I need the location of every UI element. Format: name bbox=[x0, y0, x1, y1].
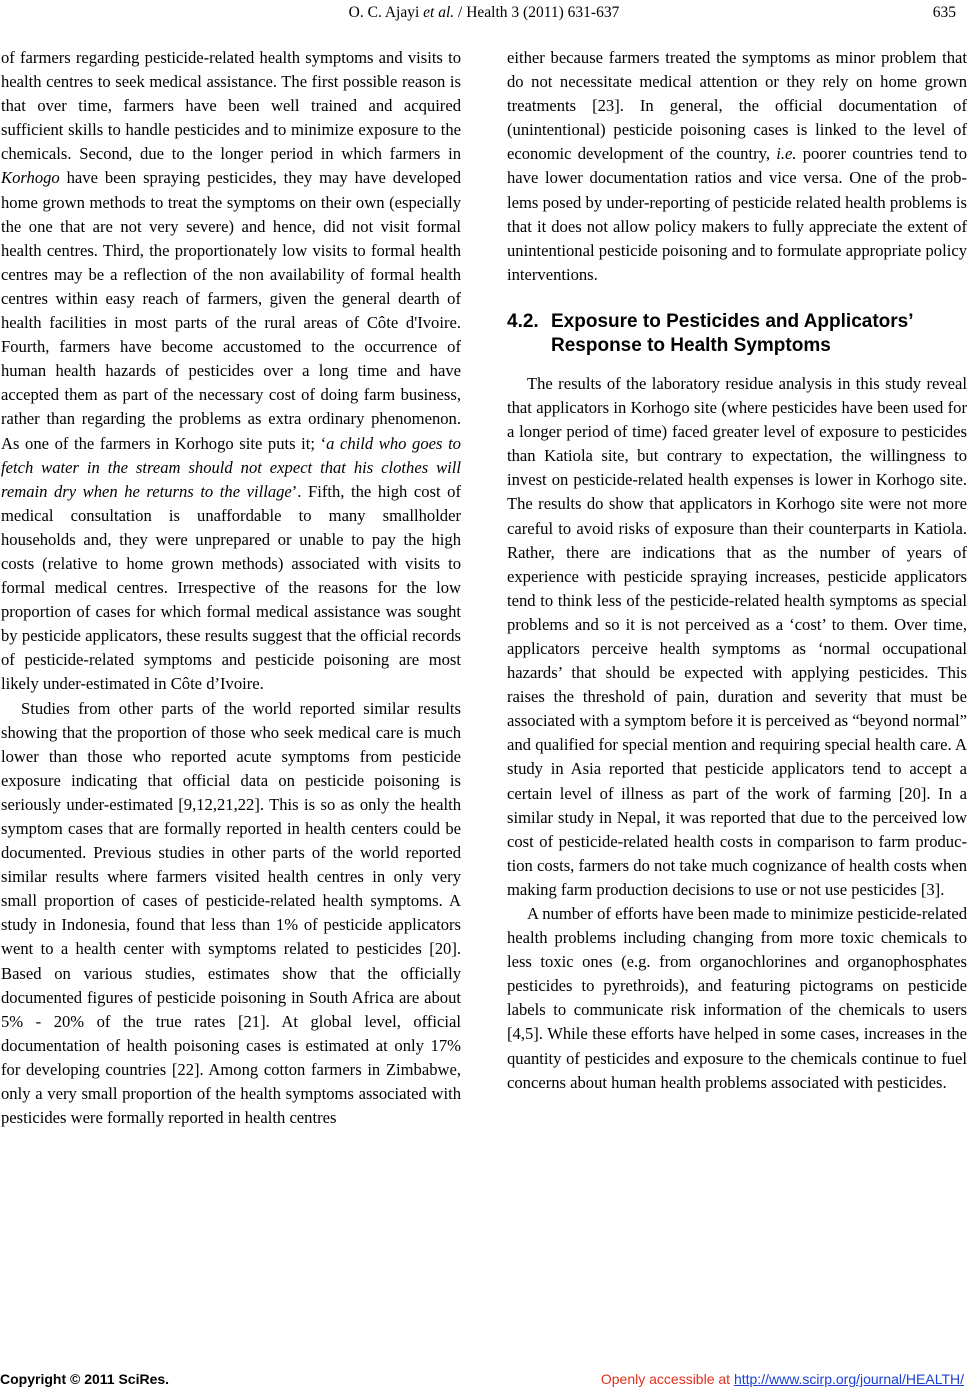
italic-abbreviation: i.e. bbox=[776, 144, 797, 164]
page-footer bbox=[0, 1370, 968, 1389]
paragraph-continued bbox=[507, 46, 967, 287]
text-run: poorer countries tend to have lower documentation ratios and vice versa. One of the problems posed by under-reporting of pesticide related health problems is that it does not allow policy makers to fully appreciate the extent of unintentional pesticide poisoning and to formulate appropriate policy interventions. bbox=[507, 144, 967, 284]
text-run: have been spraying pesticides, they may have developed home grown methods to treat the symptoms on their own (especially the one that are not very severe) and hence, did not visit formal health centres. Third, the proportionately low visits to formal health centres may be a reflection of the non availability of formal health centres within easy reach of farmers, given the general dearth of health facilities in most parts of the rural areas of Côte d'Ivoire. Fourth, farmers have become accustomed to the occurrence of human health hazards of pesticides over a long time and have accepted them as part of the necessary cost of doing farm business, rather than regarding the problems as extra ordinary phenomenon. As one of the farmers in Korhogo site puts it; ‘ bbox=[1, 168, 461, 453]
paragraph: Studies from other parts of the world reported similar results showing that the proportion of those who seek medical care is much lower than those who reported acute symptoms from pesticide exposure indicating that official data on pesticide poisoning is seriously under-estimated [9,12,21,22]. This is so as only the health symptom cases that are formally reported in health centers could be documented. Previous studies in other parts of the world reported similar results where farmers visited health centres in only very small proportion of cases of pesticide-related health symptoms. A study in Indonesia, found that less than 1% of pesticide applicators went to a health center with symptoms related to pesticides [20]. Based on various studies, estimates show that the officially documented figures of pesticide poisoning in South Africa are about 5% - 20% of the true rates [21]. At global level, official documentation of health poisoning cases is estimated at only 17% for developing countries [22]. Among cotton farmers in Zimbabwe, only a very small proportion of the health symptoms associated with pesticides were formally reported in health centres bbox=[1, 698, 461, 1128]
left-column bbox=[1, 46, 461, 1130]
section-number: 4.2. bbox=[507, 310, 539, 332]
italic-quote: a child who goes to fetch water in the stream should not expect that his clothes will remain dry when he returns to the village bbox=[1, 433, 461, 501]
italic-place-name: Korhogo bbox=[1, 168, 60, 188]
text-run: ’. Fifth, the high cost of medical consultation is unaffordable to many smallholder households and, they were unprepared or unable to pay the high costs (relative to home grown methods) associated with visits to formal medical centres. Irrespective of the reasons for the low proportion of cases for which formal medical assistance was sought by pesticide applicators, these results suggest that the official records of pesticide-related symptoms and pesticide poisoning are most likely under-estimated in Côte d’Ivoire. bbox=[1, 481, 461, 694]
paragraph: The results of the laboratory residue analysis in this study reveal that applicators in Korhogo site (where pesticides have been used for a longer period of time) faced greater level of exposure to pesticides than Katiola site, but contrary to expectation, the willingness to invest on pesticide-related health expenses is lower in Korhogo site. The results do show that applicators in Korhogo site were not more careful to avoid risks of exposure than their counterparts in Katiola. Rather, there are indications that as the number of years of experience with pesticide spraying increases, pesticide applicators tend to think less of the pesticide-related health symptoms as special problems and so it is not perceived as a ‘cost’ to them. Over time, applicators perceive health symptoms as ‘normal occupational hazards’ that should be expected with applying pesticides. This raises the threshold of pain, duration and severity that must be associated with a symptom before it is perceived as “beyond normal” and qualified for special mention and requiring special health care. A study in Asia reported that pesticide applicators tend to accept a certain level of illness as part of the work of farming [20]. In a similar study in Nepal, it was reported that due to the perceived low cost of pesticide-related health costs in comparison to farm production costs, farmers do not take much cognizance of health costs when making farm production decisions to use or not use pesticides [3]. bbox=[507, 373, 967, 899]
text-run: of farmers regarding pesticide-related health symptoms and visits to health centres to seek medical assistance. The first possible reason is that over time, farmers have been well trained and acquired sufficient skills to handle pesticides and to minimize exposure to the chemicals. Second, due to the longer period in which farmers in bbox=[1, 48, 461, 164]
open-access-notice bbox=[601, 1370, 964, 1388]
running-head-citation bbox=[0, 3, 968, 23]
section-heading bbox=[507, 310, 967, 358]
paragraph-continued bbox=[1, 46, 461, 697]
section-title: Exposure to Pesticides and Applicators’ Response to Health Symptoms bbox=[551, 310, 913, 356]
right-column bbox=[507, 46, 967, 1095]
open-access-label: Openly accessible at bbox=[600, 1371, 734, 1387]
journal-link[interactable]: http://www.scirp.org/journal/HEALTH/ bbox=[733, 1371, 964, 1387]
author-text: O. C. Ajayi bbox=[348, 4, 424, 21]
et-al-text: et al. bbox=[423, 4, 455, 21]
copyright-notice: Copyright © 2011 SciRes. bbox=[0, 1371, 170, 1387]
paragraph: A number of efforts have been made to minimize pesticide-related health problems including changing from more toxic chemicals to less toxic ones (e.g. from organochlorines and organophosphates pesticides to pyrethroids), and featuring pictograms on pesticide labels to communicate risk information of the chemicals to users [4,5]. While these efforts have helped in some cases, increases in the quantity of pesticides and exposure to the chemicals continue to fuel concerns about human health problems associated with pesticides. bbox=[507, 904, 967, 1092]
running-head bbox=[0, 3, 968, 25]
page-number: 635 bbox=[932, 4, 956, 21]
journal-citation-text: / Health 3 (2011) 631-637 bbox=[454, 4, 620, 21]
text-run: either because farmers treated the symptoms as minor problem that do not necessitate medical attention or they rely on home grown treatments [23]. In general, the official documentation of (unintentional) pesticide poisoning cases is linked to the level of economic development of the country, bbox=[507, 48, 967, 164]
